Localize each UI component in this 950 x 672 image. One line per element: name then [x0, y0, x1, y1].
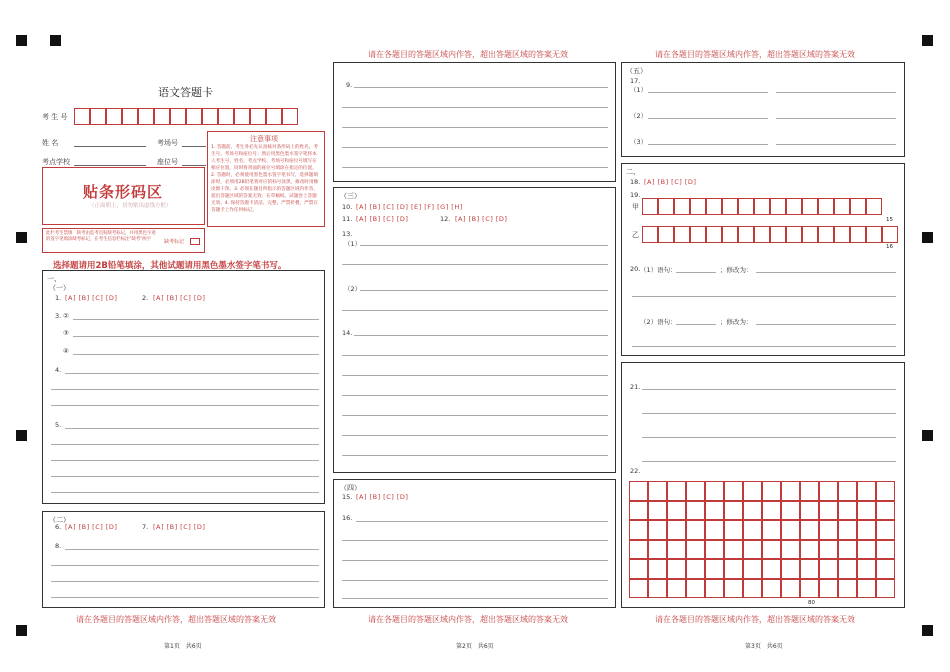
seat-field[interactable] — [182, 165, 206, 166]
name-field[interactable] — [74, 146, 146, 147]
q8-label: 8. — [55, 542, 62, 550]
answer-line[interactable] — [632, 346, 896, 347]
answer-line[interactable] — [342, 167, 608, 168]
q17c-label: （3） — [630, 138, 648, 146]
q17-label: 17. — [630, 77, 641, 85]
q11-options[interactable]: [A] [B] [C] [D] — [356, 215, 409, 223]
q12-options[interactable]: [A] [B] [C] [D] — [455, 215, 508, 223]
q18-label: 18. — [630, 178, 641, 186]
instruction: 选择题请用2B铅笔填涂，其他试题请用黑色墨水签字笔书写。 — [53, 261, 287, 271]
yi-count: 16 — [886, 244, 893, 250]
absent-mark-box[interactable] — [190, 238, 200, 245]
room-field[interactable] — [182, 146, 206, 147]
answer-line[interactable] — [342, 395, 608, 396]
q2-label: 2. — [142, 294, 149, 302]
answer-line[interactable] — [51, 405, 319, 406]
page-number-2: 第2页 共6页 — [456, 643, 494, 650]
answer-line[interactable] — [51, 389, 319, 390]
subsection-three-box — [333, 187, 616, 473]
q2-options[interactable]: [A] [B] [C] [D] — [153, 294, 206, 302]
q20-label: 20. — [630, 265, 641, 273]
q10-label: 10. — [342, 203, 353, 211]
barcode-area — [42, 167, 205, 225]
q20b-modify: ；修改为： — [720, 318, 753, 326]
q20a-modify: ；修改为： — [720, 266, 753, 274]
answer-line[interactable] — [342, 598, 608, 599]
section-two-box — [621, 163, 905, 356]
q9-box — [333, 62, 616, 182]
answer-line[interactable] — [342, 560, 608, 561]
answer-line[interactable] — [342, 310, 608, 311]
answer-line[interactable] — [756, 324, 896, 325]
answer-line[interactable] — [73, 336, 319, 337]
answer-line[interactable] — [676, 324, 716, 325]
answer-line[interactable] — [354, 335, 608, 336]
subsection-four-title: （四） — [340, 484, 361, 492]
answer-line[interactable] — [51, 476, 319, 477]
q6-options[interactable]: [A] [B] [C] [D] — [65, 523, 118, 531]
yi-label: 乙 — [632, 231, 639, 239]
page-number-1: 第1页 共6页 — [164, 643, 202, 650]
q22-count: 80 — [808, 600, 815, 606]
seat-label: 座位号 — [157, 158, 178, 166]
footer-warning-3: 请在各题目的答题区域内作答，超出答题区域的答案无效 — [655, 615, 855, 624]
q17a-label: （1） — [630, 86, 648, 94]
registration-mark — [922, 430, 933, 441]
subsection-four-box — [333, 479, 616, 608]
answer-line[interactable] — [776, 92, 896, 93]
subsection-two-title: （二） — [49, 516, 70, 524]
answer-line[interactable] — [676, 272, 716, 273]
q3b-label: ③ — [63, 329, 69, 337]
answer-line[interactable] — [51, 492, 319, 493]
answer-line[interactable] — [648, 92, 768, 93]
registration-mark — [922, 35, 933, 46]
answer-line[interactable] — [648, 118, 768, 119]
q16-label: 16. — [342, 514, 353, 522]
q1-options[interactable]: [A] [B] [C] [D] — [65, 294, 118, 302]
answer-line[interactable] — [342, 147, 608, 148]
q20a-label: （1）语句： — [640, 266, 677, 274]
answer-line[interactable] — [73, 354, 319, 355]
page-title: 语文答题卡 — [158, 86, 213, 99]
q7-options[interactable]: [A] [B] [C] [D] — [153, 523, 206, 531]
registration-mark — [922, 625, 933, 636]
answer-line[interactable] — [360, 245, 608, 246]
answer-line[interactable] — [342, 107, 608, 108]
registration-mark — [16, 35, 27, 46]
q20b-label: （2）语句： — [640, 318, 677, 326]
answer-line[interactable] — [342, 127, 608, 128]
answer-line[interactable] — [642, 437, 896, 438]
subsection-one-title: （一） — [49, 284, 70, 292]
section-one-title: 一、 — [47, 275, 61, 283]
answer-line[interactable] — [776, 118, 896, 119]
answer-line[interactable] — [632, 296, 896, 297]
q12-label: 12. — [440, 215, 451, 223]
answer-line[interactable] — [776, 144, 896, 145]
jia-label: 甲 — [632, 203, 639, 211]
answer-line[interactable] — [342, 455, 608, 456]
name-label: 姓 名 — [42, 139, 59, 147]
answer-line[interactable] — [51, 444, 319, 445]
answer-line[interactable] — [342, 435, 608, 436]
registration-mark — [50, 35, 61, 46]
exam-id-boxes[interactable] — [74, 108, 298, 125]
header-warning-3: 请在各题目的答题区域内作答，超出答题区域的答案无效 — [655, 50, 855, 59]
answer-line[interactable] — [354, 87, 608, 88]
registration-mark — [16, 625, 27, 636]
q4-label: 4. — [55, 366, 62, 374]
q10-options[interactable]: [A] [B] [C] [D] [E] [F] [G] [H] — [356, 203, 463, 211]
q11-label: 11. — [342, 215, 353, 223]
exam-id-label: 考 生 号 — [42, 113, 68, 121]
notice-title: 注意事项 — [250, 135, 278, 143]
answer-line[interactable] — [51, 565, 319, 566]
section-two-title: 二、 — [626, 168, 640, 176]
absent-text: 此栏考生禁填 缺考由监考员贴缺考标记，并用黑色字迹的签字笔填涂缺考标记，在考生信息栏标注"缺考"两字 — [46, 231, 156, 242]
subsection-five-box — [621, 62, 905, 157]
q5-label: 5. — [55, 421, 62, 429]
answer-line[interactable] — [642, 389, 896, 390]
absent-box — [42, 228, 205, 253]
school-field[interactable] — [74, 165, 146, 166]
q7-label: 7. — [142, 523, 149, 531]
answer-line[interactable] — [360, 290, 608, 291]
answer-line[interactable] — [648, 144, 768, 145]
answer-line[interactable] — [342, 375, 608, 376]
answer-line[interactable] — [342, 540, 608, 541]
barcode-label: 贴条形码区 — [83, 183, 164, 201]
q13a-label: （1） — [344, 240, 362, 248]
subsection-five-title: （五） — [626, 67, 647, 75]
answer-line[interactable] — [642, 461, 896, 462]
room-label: 考场号 — [157, 139, 178, 147]
q3-label: 3. — [55, 312, 62, 320]
q1-label: 1. — [55, 294, 62, 302]
notice-box — [207, 131, 325, 227]
q22-essay-grid[interactable] — [629, 481, 895, 598]
yi-grid[interactable] — [642, 226, 898, 243]
answer-line[interactable] — [642, 413, 896, 414]
q13b-label: （2） — [344, 285, 362, 293]
subsection-two-box — [42, 511, 325, 608]
answer-line[interactable] — [51, 460, 319, 461]
answer-line[interactable] — [51, 581, 319, 582]
section-one-box — [42, 270, 325, 504]
jia-count: 15 — [886, 217, 893, 223]
header-warning-2: 请在各题目的答题区域内作答，超出答题区域的答案无效 — [368, 50, 568, 59]
q14-label: 14. — [342, 329, 353, 337]
q15-label: 15. — [342, 493, 353, 501]
q21-label: 21. — [630, 383, 641, 391]
q13-label: 13. — [342, 230, 353, 238]
answer-line[interactable] — [65, 373, 319, 374]
answer-line[interactable] — [51, 597, 319, 598]
answer-line[interactable] — [342, 415, 608, 416]
q3a-label: ② — [63, 312, 69, 320]
registration-mark — [16, 430, 27, 441]
answer-line[interactable] — [73, 319, 319, 320]
q22-label: 22. — [630, 467, 641, 475]
answer-line[interactable] — [65, 549, 319, 550]
q15-options[interactable]: [A] [B] [C] [D] — [356, 493, 409, 501]
registration-mark — [922, 232, 933, 243]
footer-warning-2: 请在各题目的答题区域内作答，超出答题区域的答案无效 — [368, 615, 568, 624]
q18-options[interactable]: [A] [B] [C] [D] — [644, 178, 697, 186]
q21-22-box — [621, 362, 905, 608]
answer-line[interactable] — [65, 428, 319, 429]
answer-line[interactable] — [342, 355, 608, 356]
q17b-label: （2） — [630, 112, 648, 120]
subsection-three-title: （三） — [340, 192, 361, 200]
answer-line[interactable] — [756, 272, 896, 273]
school-label: 考点学校 — [42, 158, 70, 166]
q3c-label: ④ — [63, 347, 69, 355]
absent-mark-label: 缺考标记 — [164, 239, 185, 245]
q19-label: 19. — [630, 191, 641, 199]
answer-line[interactable] — [342, 580, 608, 581]
registration-mark — [16, 232, 27, 243]
footer-warning-1: 请在各题目的答题区域内作答，超出答题区域的答案无效 — [76, 615, 276, 624]
q6-label: 6. — [55, 523, 62, 531]
barcode-sub: （正面朝上，切勿贴出虚线方框） — [89, 203, 172, 209]
page-number-3: 第3页 共6页 — [745, 643, 783, 650]
q9-label: 9. — [346, 81, 353, 89]
notice-text: 1. 答题前，考生务必先认真核对条形码上的姓名、考生号、考场号和座位号；然后用黑色墨水签字笔将本人考生号、姓名、考点学校、考场号和座位号填写在相应位置，同时将背面的座位号填涂在指定的位置。2. 答题时，必须使用黑色墨水签字笔书写，选择题填涂时，必须用2B铅笔将对应的标号涂黑，修改时用橡皮擦干净。3. 必须在题目所指示的答题区域内作答，超出答题区域的答案无效；在草稿纸、试题卷上答题无效。4. 保持答题卡清洁、完整，严禁折叠，严禁在答题卡上作任何标记。 — [211, 145, 319, 213]
answer-line[interactable] — [356, 521, 608, 522]
jia-grid[interactable] — [642, 198, 882, 215]
answer-line[interactable] — [342, 264, 608, 265]
